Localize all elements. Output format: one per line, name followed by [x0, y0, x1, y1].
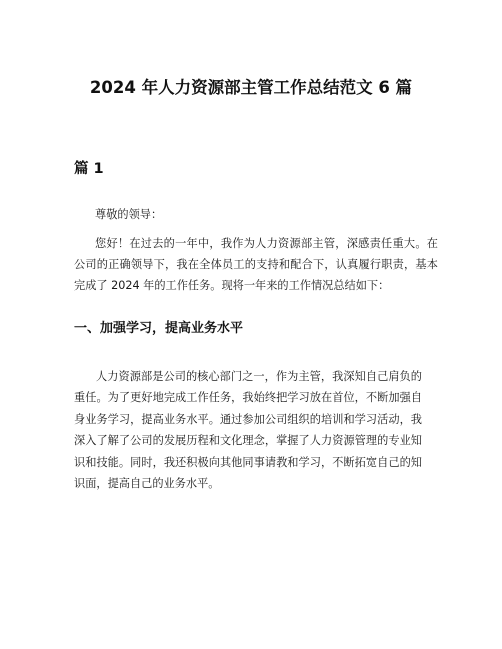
section-heading: 篇 1	[74, 161, 104, 177]
salutation: 尊敬的领导：	[95, 208, 163, 221]
document-title: 2024 年人力资源部主管工作总结范文 6 篇	[89, 78, 413, 97]
intro-paragraph: 您好！在过去的一年中，我作为人力资源部主管，深感责任重大。在公司的正确领导下，我在全体员工的支持和配合下，认真履行职责，基本完成了 2024 年的工作任务。现将一年来的工作情况总结如下：	[74, 237, 438, 292]
body-paragraph: 人力资源部是公司的核心部门之一，作为主管，我深知自己肩负的重任。为了更好地完成工作任务，我始终把学习放在首位，不断加强自身业务学习，提高业务水平。通过参加公司组织的培训和学习活动，我深入了解了公司的发展历程和文化理念，掌握了人力资源管理的专业知识和技能。同时，我还积极向其他同事请教和学习，不断拓宽自己的知识面，提高自己的业务水平。	[74, 370, 422, 491]
sub-heading: 一、加强学习，提高业务水平	[74, 321, 244, 336]
